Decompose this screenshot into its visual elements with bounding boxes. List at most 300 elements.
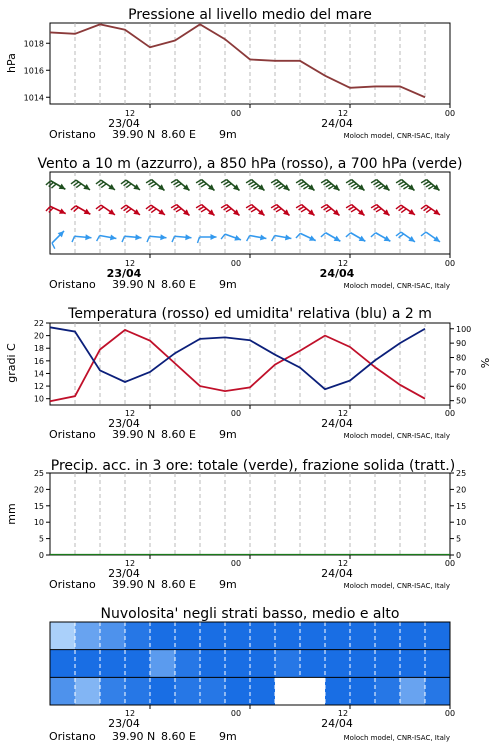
wind-barb (421, 232, 440, 242)
temperature-title: Temperatura (rosso) ed umidita' relativa (blu) a 2 m (68, 306, 432, 322)
barb-feather (176, 184, 181, 187)
y-tick-label: 20 (33, 485, 44, 495)
cloud-cell (175, 650, 201, 678)
barb-feather (299, 207, 304, 210)
pressure-ylabel: hPa (5, 53, 18, 73)
barb-feather (246, 180, 251, 183)
barb-feather (224, 207, 229, 210)
wind-barb (321, 180, 339, 191)
barb-feather (74, 182, 79, 186)
barb-head (211, 234, 217, 240)
barb-feather (251, 209, 256, 212)
barb-head (160, 234, 166, 240)
barb-feather (399, 182, 404, 185)
humidity-line (50, 327, 425, 389)
precip-grid (75, 473, 450, 559)
y-tick-label: 22 (33, 319, 44, 328)
temperature-tick-label: 12 (337, 409, 349, 418)
precip-panel (5, 458, 466, 591)
barb-feather (201, 209, 206, 212)
y-tick-label: 25 (33, 469, 44, 478)
barb-feather (321, 205, 326, 208)
wind-barb (196, 180, 214, 191)
cloud-cell (100, 677, 126, 705)
station-lat: 39.90 N (112, 428, 156, 441)
wind-barb (396, 205, 415, 215)
cloud-cell (125, 650, 151, 678)
model-credit: Moloch model, CNR-ISAC, Italy (343, 734, 450, 742)
barb-feather (374, 182, 379, 185)
cloud-cell (275, 622, 301, 650)
barb-head (408, 209, 415, 215)
pressure-title: Pressione al livello medio del mare (128, 7, 372, 23)
barb-feather (326, 184, 331, 187)
cloud-cell (150, 622, 176, 650)
pressure-date-label: 23/04 (108, 117, 140, 130)
barb-feather (99, 182, 104, 186)
barb-head (185, 234, 191, 240)
wind-barb (396, 180, 414, 191)
wind-barb (196, 205, 214, 216)
temperature-plot-frame (50, 323, 450, 405)
cloud-cell (325, 677, 351, 705)
y-tick-label: 10 (33, 394, 44, 404)
barb-feather (276, 184, 281, 187)
wind-barb (296, 205, 314, 216)
wind-barb (371, 180, 389, 191)
model-credit: Moloch model, CNR-ISAC, Italy (343, 582, 450, 590)
cloud-cell (250, 677, 276, 705)
wind-tick-label: 00 (230, 259, 242, 268)
barb-feather (52, 243, 55, 249)
barb-head (135, 234, 141, 240)
barb-feather (74, 207, 79, 211)
barb-feather (124, 182, 129, 186)
wind-tick-label: 12 (337, 259, 349, 268)
barb-feather (349, 207, 354, 210)
barb-feather (253, 186, 258, 189)
barb-feather (174, 182, 179, 185)
wind-barb (346, 180, 364, 191)
station-lon: 8.60 E (161, 278, 196, 291)
cloud-cell (300, 677, 326, 705)
barb-feather (301, 209, 306, 212)
wind-barb (296, 180, 314, 191)
wind-barb (371, 233, 390, 242)
barb-feather (271, 180, 276, 183)
clouds-date-label: 24/04 (321, 717, 353, 730)
precip-series (50, 554, 450, 555)
wind-barb (71, 180, 90, 190)
cloud-cell (400, 677, 426, 705)
y-tick-label: 90 (456, 339, 467, 349)
barb-feather (146, 180, 151, 183)
pressure-series (50, 24, 425, 97)
barb-feather (126, 209, 131, 213)
precip-title: Precip. acc. in 3 ore: totale (verde), frazione solida (tratt.) (50, 458, 456, 474)
barb-feather (174, 207, 179, 210)
barb-head (133, 209, 140, 215)
barb-feather (276, 209, 281, 212)
barb-feather (251, 184, 256, 187)
barb-feather (49, 182, 54, 186)
wind-barb (46, 206, 66, 213)
cloud-cell (275, 650, 301, 678)
model-credit: Moloch model, CNR-ISAC, Italy (343, 132, 450, 140)
barb-feather (371, 205, 376, 208)
precip-date-label: 23/04 (108, 567, 140, 580)
barb-feather (151, 209, 156, 213)
y-tick-label: 0 (38, 551, 44, 560)
barb-feather (303, 186, 308, 189)
barb-feather (378, 186, 383, 189)
barb-head (433, 236, 440, 242)
y-tick-label: 12 (33, 382, 44, 392)
y-tick-label: 1014 (23, 93, 44, 103)
barb-head (110, 234, 116, 240)
cloud-cell (375, 650, 401, 678)
wind-barb (96, 180, 115, 190)
pressure-tick-label: 12 (337, 109, 349, 118)
y-tick-label: 10 (456, 518, 467, 528)
barb-feather (399, 234, 404, 238)
barb-feather (196, 180, 201, 183)
barb-feather (171, 180, 176, 183)
barb-feather (176, 209, 181, 212)
clouds-title: Nuvolosita' negli strati basso, medio e alto (100, 606, 400, 622)
barb-head (285, 234, 291, 240)
cloud-cell (300, 650, 326, 678)
barb-feather (346, 180, 351, 183)
barb-feather (72, 236, 75, 242)
temperature-grid (75, 323, 450, 409)
wind-tick-label: 00 (444, 259, 456, 268)
wind-barb (296, 233, 316, 240)
barb-feather (226, 184, 231, 187)
cloud-cell (250, 622, 276, 650)
y-tick-label: 20 (33, 331, 44, 341)
barb-feather (328, 186, 333, 189)
wind-barb (146, 180, 164, 191)
station-lat: 39.90 N (112, 278, 156, 291)
temperature-ylabel: gradi C (5, 343, 18, 383)
clouds-tick-label: 12 (124, 709, 136, 718)
barb-feather (271, 205, 276, 208)
cloud-cell (350, 622, 376, 650)
pressure-tick-label: 00 (230, 109, 242, 118)
barb-feather (371, 180, 376, 183)
barb-head (108, 209, 115, 215)
pressure-yaxis (24, 39, 50, 102)
cloud-cell (200, 677, 226, 705)
barb-feather (171, 205, 176, 208)
barb-feather (296, 180, 301, 183)
cloud-cell (200, 650, 226, 678)
station-alt: 9m (219, 730, 237, 743)
station-lon: 8.60 E (161, 730, 196, 743)
wind-barb (421, 180, 439, 191)
wind-barb (52, 231, 64, 249)
barb-feather (324, 182, 329, 185)
barb-feather (76, 184, 81, 188)
wind-barb (271, 180, 289, 191)
temperature-date-label: 24/04 (321, 417, 353, 430)
barb-feather (321, 180, 326, 183)
barb-feather (147, 236, 150, 242)
y-tick-label: 18 (33, 344, 44, 354)
barb-feather (428, 186, 433, 189)
barb-feather (324, 207, 329, 210)
clouds-time-axis (108, 709, 455, 730)
station-name: Oristano (49, 730, 96, 743)
barb-feather (224, 182, 229, 185)
wind-barb (221, 205, 239, 216)
barb-feather (201, 184, 206, 187)
cloud-cell (225, 622, 251, 650)
precip-time-axis (108, 559, 455, 580)
wind-date-label: 24/04 (319, 267, 355, 280)
wind-barb (171, 180, 189, 191)
cloud-cell (425, 650, 451, 678)
barb-feather (221, 180, 226, 183)
cloud-cell (225, 677, 251, 705)
barb-head (85, 234, 91, 240)
temperature-time-axis (108, 409, 455, 430)
barb-feather (126, 184, 131, 188)
station-alt: 9m (219, 578, 237, 591)
wind-series (46, 180, 440, 249)
barb-feather (424, 182, 429, 185)
y-tick-label: 25 (456, 469, 467, 478)
barb-feather (421, 180, 426, 183)
cloud-cell (425, 622, 451, 650)
barb-feather (221, 205, 226, 208)
precip-tick-label: 12 (337, 559, 349, 568)
wind-barb (271, 205, 289, 216)
barb-feather (424, 207, 429, 211)
wind-panel (37, 156, 462, 291)
clouds-station-info (49, 730, 450, 743)
cloud-cell (75, 622, 101, 650)
wind-time-axis (107, 259, 455, 280)
barb-feather (172, 236, 175, 242)
barb-feather (396, 180, 401, 183)
y-tick-label: 5 (456, 534, 462, 544)
cloud-cell (400, 650, 426, 678)
pressure-panel (5, 7, 455, 141)
barb-head (260, 234, 266, 240)
barb-feather (149, 207, 154, 211)
y-tick-label: 20 (456, 485, 467, 495)
y-tick-label: 1016 (23, 66, 44, 76)
precip-tick-label: 00 (230, 559, 242, 568)
cloud-cell (100, 650, 126, 678)
barb-feather (221, 234, 225, 239)
barb-feather (51, 184, 56, 188)
cloud-cell (50, 650, 76, 678)
barb-feather (101, 184, 106, 188)
precip-ylabel: mm (5, 503, 18, 525)
cloud-cell (375, 622, 401, 650)
barb-feather (97, 236, 100, 242)
wind-barb (346, 205, 364, 216)
cloud-cell (125, 622, 151, 650)
wind-barb (421, 205, 440, 215)
y-tick-label: 60 (456, 382, 467, 392)
barb-head (108, 184, 115, 190)
cloud-cell (325, 622, 351, 650)
cloud-cell (175, 622, 201, 650)
humidity-ylabel: % (479, 357, 492, 369)
wind-barb (221, 180, 239, 191)
wind-barb (396, 232, 415, 242)
wind-barb (221, 234, 241, 241)
station-name: Oristano (49, 578, 96, 591)
model-credit: Moloch model, CNR-ISAC, Italy (343, 432, 450, 440)
wind-barb (246, 180, 264, 191)
barb-feather (301, 184, 306, 187)
pressure-grid (75, 23, 450, 108)
barb-feather (249, 207, 254, 210)
temperature-panel (5, 306, 492, 441)
y-tick-label: 70 (456, 367, 467, 377)
y-tick-label: 1018 (23, 39, 44, 49)
barb-feather (346, 205, 351, 208)
cloud-cell (175, 677, 201, 705)
wind-barb (321, 233, 340, 242)
cloud-cell (350, 650, 376, 678)
wind-barb (146, 205, 165, 215)
y-tick-label: 100 (456, 324, 472, 334)
cloud-cell (425, 677, 451, 705)
y-tick-label: 0 (456, 551, 462, 560)
cloud-cell (350, 677, 376, 705)
precip-plot-frame (50, 473, 450, 555)
barb-feather (351, 184, 356, 187)
model-credit: Moloch model, CNR-ISAC, Italy (343, 282, 450, 290)
station-lat: 39.90 N (112, 578, 156, 591)
barb-feather (401, 209, 406, 213)
station-name: Oristano (49, 278, 96, 291)
cloud-cell (375, 677, 401, 705)
y-tick-label: 15 (33, 501, 44, 511)
barb-feather (199, 182, 204, 185)
barb-feather (274, 207, 279, 210)
clouds-tick-label: 12 (337, 709, 349, 718)
barb-feather (246, 205, 251, 208)
barb-feather (99, 207, 104, 211)
barb-feather (196, 205, 201, 208)
barb-head (83, 184, 90, 190)
cloud-cell (75, 650, 101, 678)
barb-feather (199, 207, 204, 210)
wind-barb (96, 205, 115, 215)
wind-grid (75, 172, 450, 258)
cloud-cell (325, 650, 351, 678)
barb-feather (353, 186, 358, 189)
pressure-line (50, 24, 425, 97)
temperature-tick-label: 12 (124, 409, 136, 418)
barb-feather (122, 236, 125, 242)
station-lon: 8.60 E (161, 428, 196, 441)
barb-feather (124, 207, 129, 211)
cloud-cell (225, 650, 251, 678)
y-tick-label: 50 (456, 396, 467, 406)
barb-feather (401, 184, 406, 187)
y-tick-label: 14 (33, 369, 44, 379)
cloud-cell (150, 650, 176, 678)
y-tick-label: 80 (456, 353, 467, 363)
barb-feather (274, 182, 279, 185)
station-alt: 9m (219, 128, 237, 141)
station-name: Oristano (49, 128, 96, 141)
cloud-cell (300, 622, 326, 650)
barb-feather (376, 209, 381, 212)
temperature-tick-label: 00 (444, 409, 456, 418)
barb-feather (247, 236, 250, 242)
barb-feather (149, 182, 154, 185)
wind-barb (371, 205, 389, 216)
barb-feather (349, 182, 354, 185)
barb-feather (226, 209, 231, 212)
wind-barb (71, 206, 90, 215)
barb-feather (198, 237, 200, 243)
wind-date-label: 23/04 (106, 267, 142, 280)
humidity-yaxis (450, 325, 471, 406)
precip-date-label: 24/04 (321, 567, 353, 580)
station-alt: 9m (219, 428, 237, 441)
pressure-plot-frame (50, 23, 450, 104)
cloud-cell (75, 677, 101, 705)
barb-feather (151, 184, 156, 187)
wind-barb (121, 180, 140, 190)
barb-feather (374, 207, 379, 210)
cloud-cell (50, 622, 76, 650)
barb-head (433, 209, 440, 215)
clouds-panel (49, 606, 455, 743)
wind-barb (246, 205, 264, 216)
barb-feather (326, 209, 331, 212)
cloud-cell (50, 677, 76, 705)
y-tick-label: 16 (33, 356, 44, 366)
barb-feather (351, 209, 356, 212)
barb-feather (426, 184, 431, 187)
wind-tick-label: 12 (124, 259, 136, 268)
cloud-cell (100, 622, 126, 650)
wind-barb (46, 181, 65, 190)
station-lon: 8.60 E (161, 578, 196, 591)
barb-head (408, 236, 415, 242)
barb-feather (299, 182, 304, 185)
temperature-date-label: 23/04 (108, 417, 140, 430)
pressure-tick-label: 00 (444, 109, 456, 118)
y-tick-label: 5 (38, 534, 44, 544)
barb-head (158, 209, 165, 215)
wind-barb (171, 205, 189, 216)
barb-feather (399, 207, 404, 211)
barb-head (133, 184, 140, 190)
y-tick-label: 15 (456, 501, 467, 511)
station-alt: 9m (219, 278, 237, 291)
cloud-cell (275, 677, 301, 705)
barb-feather (403, 186, 408, 189)
y-tick-label: 10 (33, 518, 44, 528)
cloud-cell (200, 622, 226, 650)
precip-tick-label: 00 (444, 559, 456, 568)
temperature-series (50, 327, 425, 401)
pressure-tick-label: 12 (124, 109, 136, 118)
station-lat: 39.90 N (112, 730, 156, 743)
